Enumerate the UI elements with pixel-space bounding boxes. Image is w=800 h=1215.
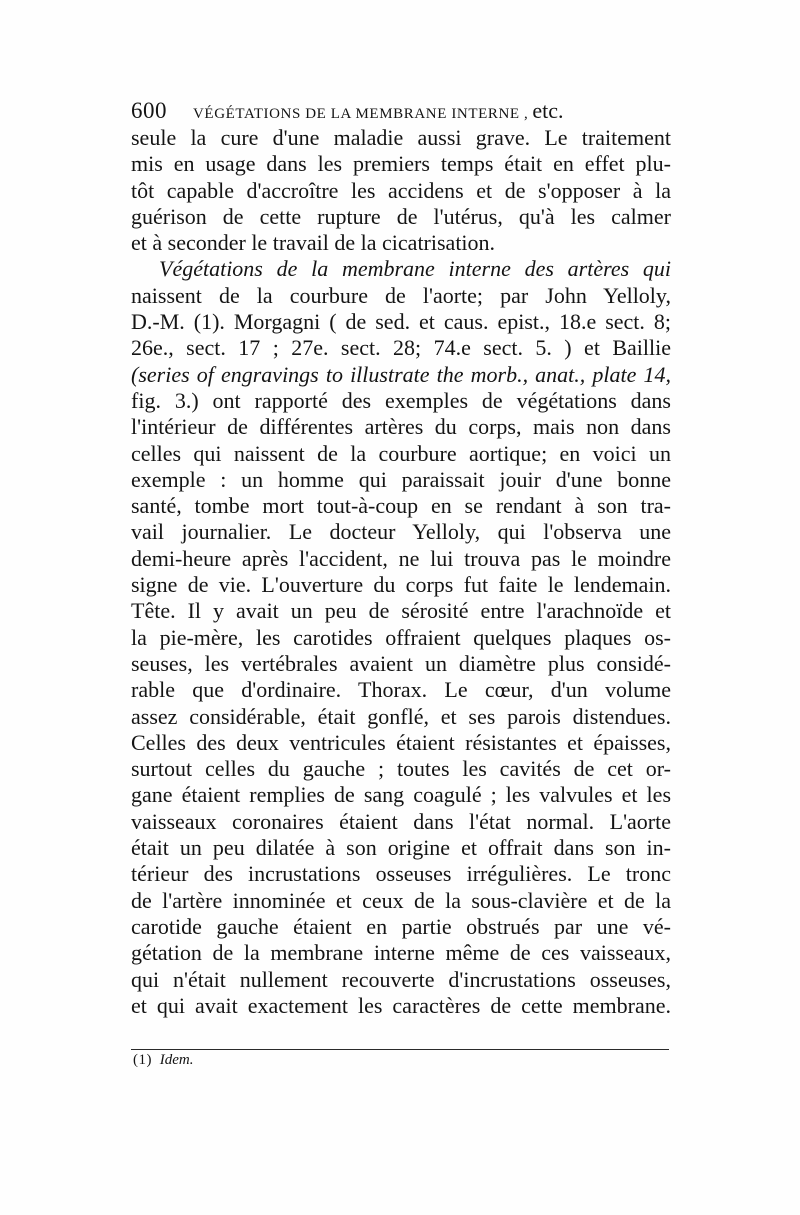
text-line: exemple : un homme qui paraissait jouir d'une bonne	[131, 466, 671, 492]
text-line: la pie-mère, les carotides offraient quelques plaques os-	[131, 624, 671, 650]
text-line: vaisseaux coronaires étaient dans l'état normal. L'aorte	[131, 808, 671, 834]
text-line: signe de vie. L'ouverture du corps fut faite le lendemain.	[131, 572, 671, 598]
text-line: qui n'était nullement recouverte d'incrustations osseuses,	[131, 966, 671, 992]
text-line: mis en usage dans les premiers temps était en effet plu-	[131, 151, 671, 177]
footnote-text: Idem.	[159, 1052, 194, 1068]
text-line: était un peu dilatée à son origine et offrait dans son in-	[131, 835, 671, 861]
text-line: Tête. Il y avait un peu de sérosité entre l'arachnoïde et	[131, 598, 671, 624]
text-line: et à seconder le travail de la cicatrisation.	[131, 230, 496, 256]
text-line: assez considérable, était gonflé, et ses parois distendues.	[131, 703, 671, 729]
text-line: (series of engravings to illustrate the morb., anat., plate 14,	[131, 361, 671, 387]
footnote-mark: (1)	[133, 1052, 152, 1068]
text-line: et qui avait exactement les caractères de cette membrane.	[131, 992, 671, 1018]
text-line: celles qui naissent de la courbure aortique; en voici un	[131, 440, 671, 466]
footnote-divider	[131, 1049, 669, 1050]
text-line: guérison de cette rupture de l'utérus, qu'à les calmer	[131, 203, 671, 229]
text-line: Celles des deux ventricules étaient résistantes et épaisses,	[131, 729, 671, 755]
text-line: D.-M. (1). Morgagni ( de sed. et caus. epist., 18.e sect. 8;	[131, 309, 671, 335]
text-line: surtout celles du gauche ; toutes les cavités de cet or-	[131, 756, 671, 782]
text-line: térieur des incrustations osseuses irrégulières. Le tronc	[131, 861, 671, 887]
running-head	[131, 98, 671, 128]
footnote	[133, 1052, 194, 1069]
text-line: tôt capable d'accroître les accidens et de s'opposer à la	[131, 177, 671, 203]
text-line: vail journalier. Le docteur Yelloly, qui l'observa une	[131, 519, 671, 545]
text-line: rable que d'ordinaire. Thorax. Le cœur, d'un volume	[131, 677, 671, 703]
text-line: demi-heure après l'accident, ne lui trouva pas le moindre	[131, 545, 671, 571]
text-line: seule la cure d'une maladie aussi grave. Le traitement	[131, 125, 671, 150]
text-line: Végétations de la membrane interne des artères qui	[159, 256, 671, 282]
text-line: fig. 3.) ont rapporté des exemples de végétations dans	[131, 387, 671, 413]
text-line: de l'artère innominée et ceux de la sous-clavière et de la	[131, 887, 671, 913]
text-line: seuses, les vertébrales avaient un diamètre plus considé-	[131, 650, 671, 676]
text-line: 26e., sect. 17 ; 27e. sect. 28; 74.e sect. 5. ) et Baillie	[131, 335, 671, 361]
text-line: gane étaient remplies de sang coagulé ; les valvules et les	[131, 782, 671, 808]
text-line: gétation de la membrane interne même de ces vaisseaux,	[131, 940, 671, 966]
running-head-suffix: etc.	[532, 98, 564, 123]
text-line: carotide gauche étaient en partie obstrués par une vé-	[131, 913, 671, 939]
page-number: 600	[131, 98, 167, 123]
text-line: santé, tombe mort tout-à-coup en se rendant à son tra-	[131, 493, 671, 519]
text-line: l'intérieur de différentes artères du corps, mais non dans	[131, 414, 671, 440]
running-head-title: VÉGÉTATIONS DE LA MEMBRANE INTERNE ,	[193, 106, 529, 122]
text-line: naissent de la courbure de l'aorte; par John Yelloly,	[131, 282, 671, 308]
body-text	[131, 125, 671, 1019]
